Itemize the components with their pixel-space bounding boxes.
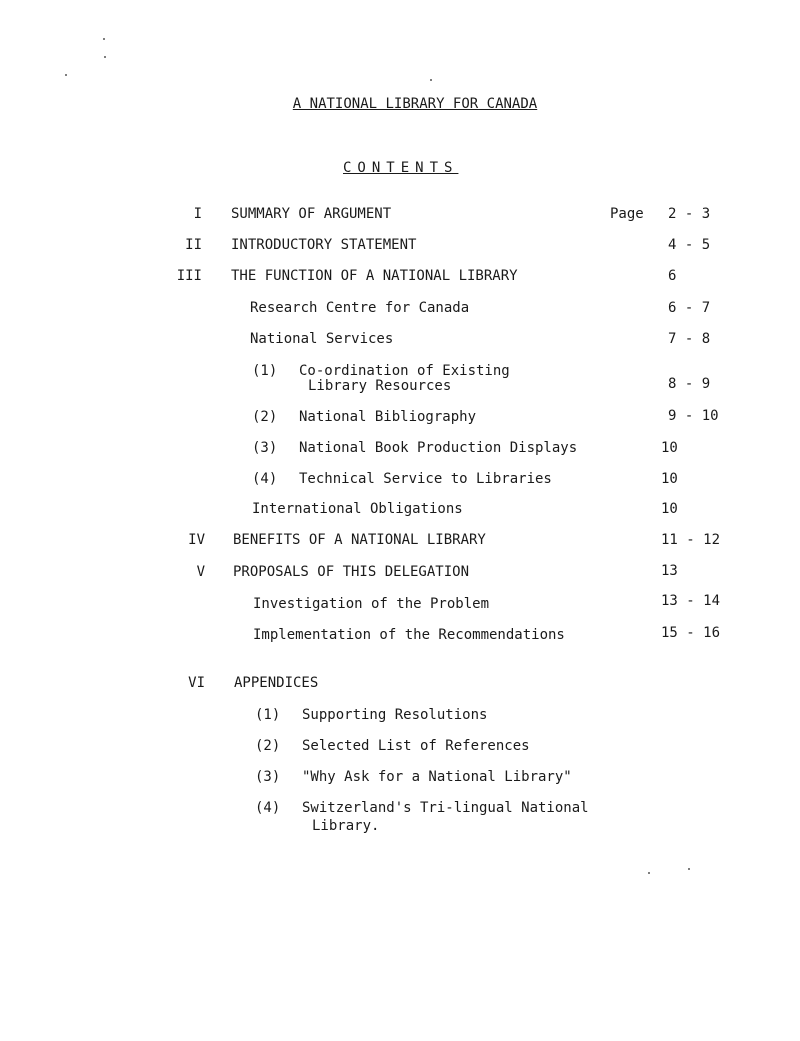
entry-pages: 4 - 5 (668, 237, 711, 253)
entry-number: IV (188, 532, 205, 548)
entry-pages: 11 - 12 (661, 532, 721, 548)
entry-pages: 13 (661, 563, 678, 579)
entry-title: APPENDICES (234, 675, 319, 691)
entry-title: International Obligations (252, 501, 463, 517)
page-column-label: Page (610, 206, 644, 222)
scan-speck (65, 74, 67, 76)
entry-pages: 6 (668, 268, 677, 284)
entry-pages: 8 - 9 (668, 376, 711, 392)
entry-number: V (196, 564, 205, 580)
entry-title: Technical Service to Libraries (299, 471, 552, 487)
entry-pages: 9 - 10 (668, 408, 719, 424)
scan-speck (648, 872, 650, 874)
entry-pages: 10 (661, 471, 678, 487)
entry-title: Research Centre for Canada (250, 300, 470, 316)
scan-speck (104, 56, 106, 58)
document-title: A NATIONAL LIBRARY FOR CANADA (292, 96, 538, 112)
entry-title: SUMMARY OF ARGUMENT (231, 206, 392, 222)
entry-pages: 6 - 7 (668, 300, 711, 316)
entry-number: III (176, 268, 202, 284)
entry-pages: 10 (661, 440, 678, 456)
entry-number: (1) (252, 363, 278, 379)
entry-title: Co-ordination of Existing (299, 363, 510, 379)
entry-number: (3) (252, 440, 278, 456)
entry-number: (3) (255, 769, 281, 785)
entry-title: THE FUNCTION OF A NATIONAL LIBRARY (231, 268, 518, 284)
scan-speck (430, 79, 432, 81)
entry-pages: 2 - 3 (668, 206, 711, 222)
entry-number: (2) (255, 738, 281, 754)
entry-title: Switzerland's Tri-lingual National (302, 800, 589, 816)
entry-title: Supporting Resolutions (302, 707, 488, 723)
entry-number: (1) (255, 707, 281, 723)
entry-pages: 7 - 8 (668, 331, 711, 347)
entry-number: I (193, 206, 202, 222)
entry-title: National Bibliography (299, 409, 477, 425)
entry-title: "Why Ask for a National Library" (302, 769, 572, 785)
entry-title: National Book Production Displays (299, 440, 578, 456)
scan-speck (103, 38, 105, 40)
entry-pages: 15 - 16 (661, 625, 721, 641)
entry-title: PROPOSALS OF THIS DELEGATION (233, 564, 470, 580)
entry-title: Investigation of the Problem (253, 596, 490, 612)
entry-title: INTRODUCTORY STATEMENT (231, 237, 417, 253)
entry-pages: 10 (661, 501, 678, 517)
entry-number: II (185, 237, 202, 253)
entry-title: Selected List of References (302, 738, 530, 754)
entry-number: (4) (255, 800, 281, 816)
contents-heading: CONTENTS (343, 160, 459, 176)
entry-number: (2) (252, 409, 278, 425)
entry-title: Implementation of the Recommendations (253, 627, 565, 643)
entry-pages: 13 - 14 (661, 593, 721, 609)
scan-speck (688, 868, 690, 870)
entry-number: (4) (252, 471, 278, 487)
entry-title-continued: Library. (312, 818, 380, 834)
entry-title: BENEFITS OF A NATIONAL LIBRARY (233, 532, 486, 548)
entry-title-continued: Library Resources (308, 378, 452, 394)
entry-title: National Services (250, 331, 394, 347)
entry-number: VI (188, 675, 205, 691)
